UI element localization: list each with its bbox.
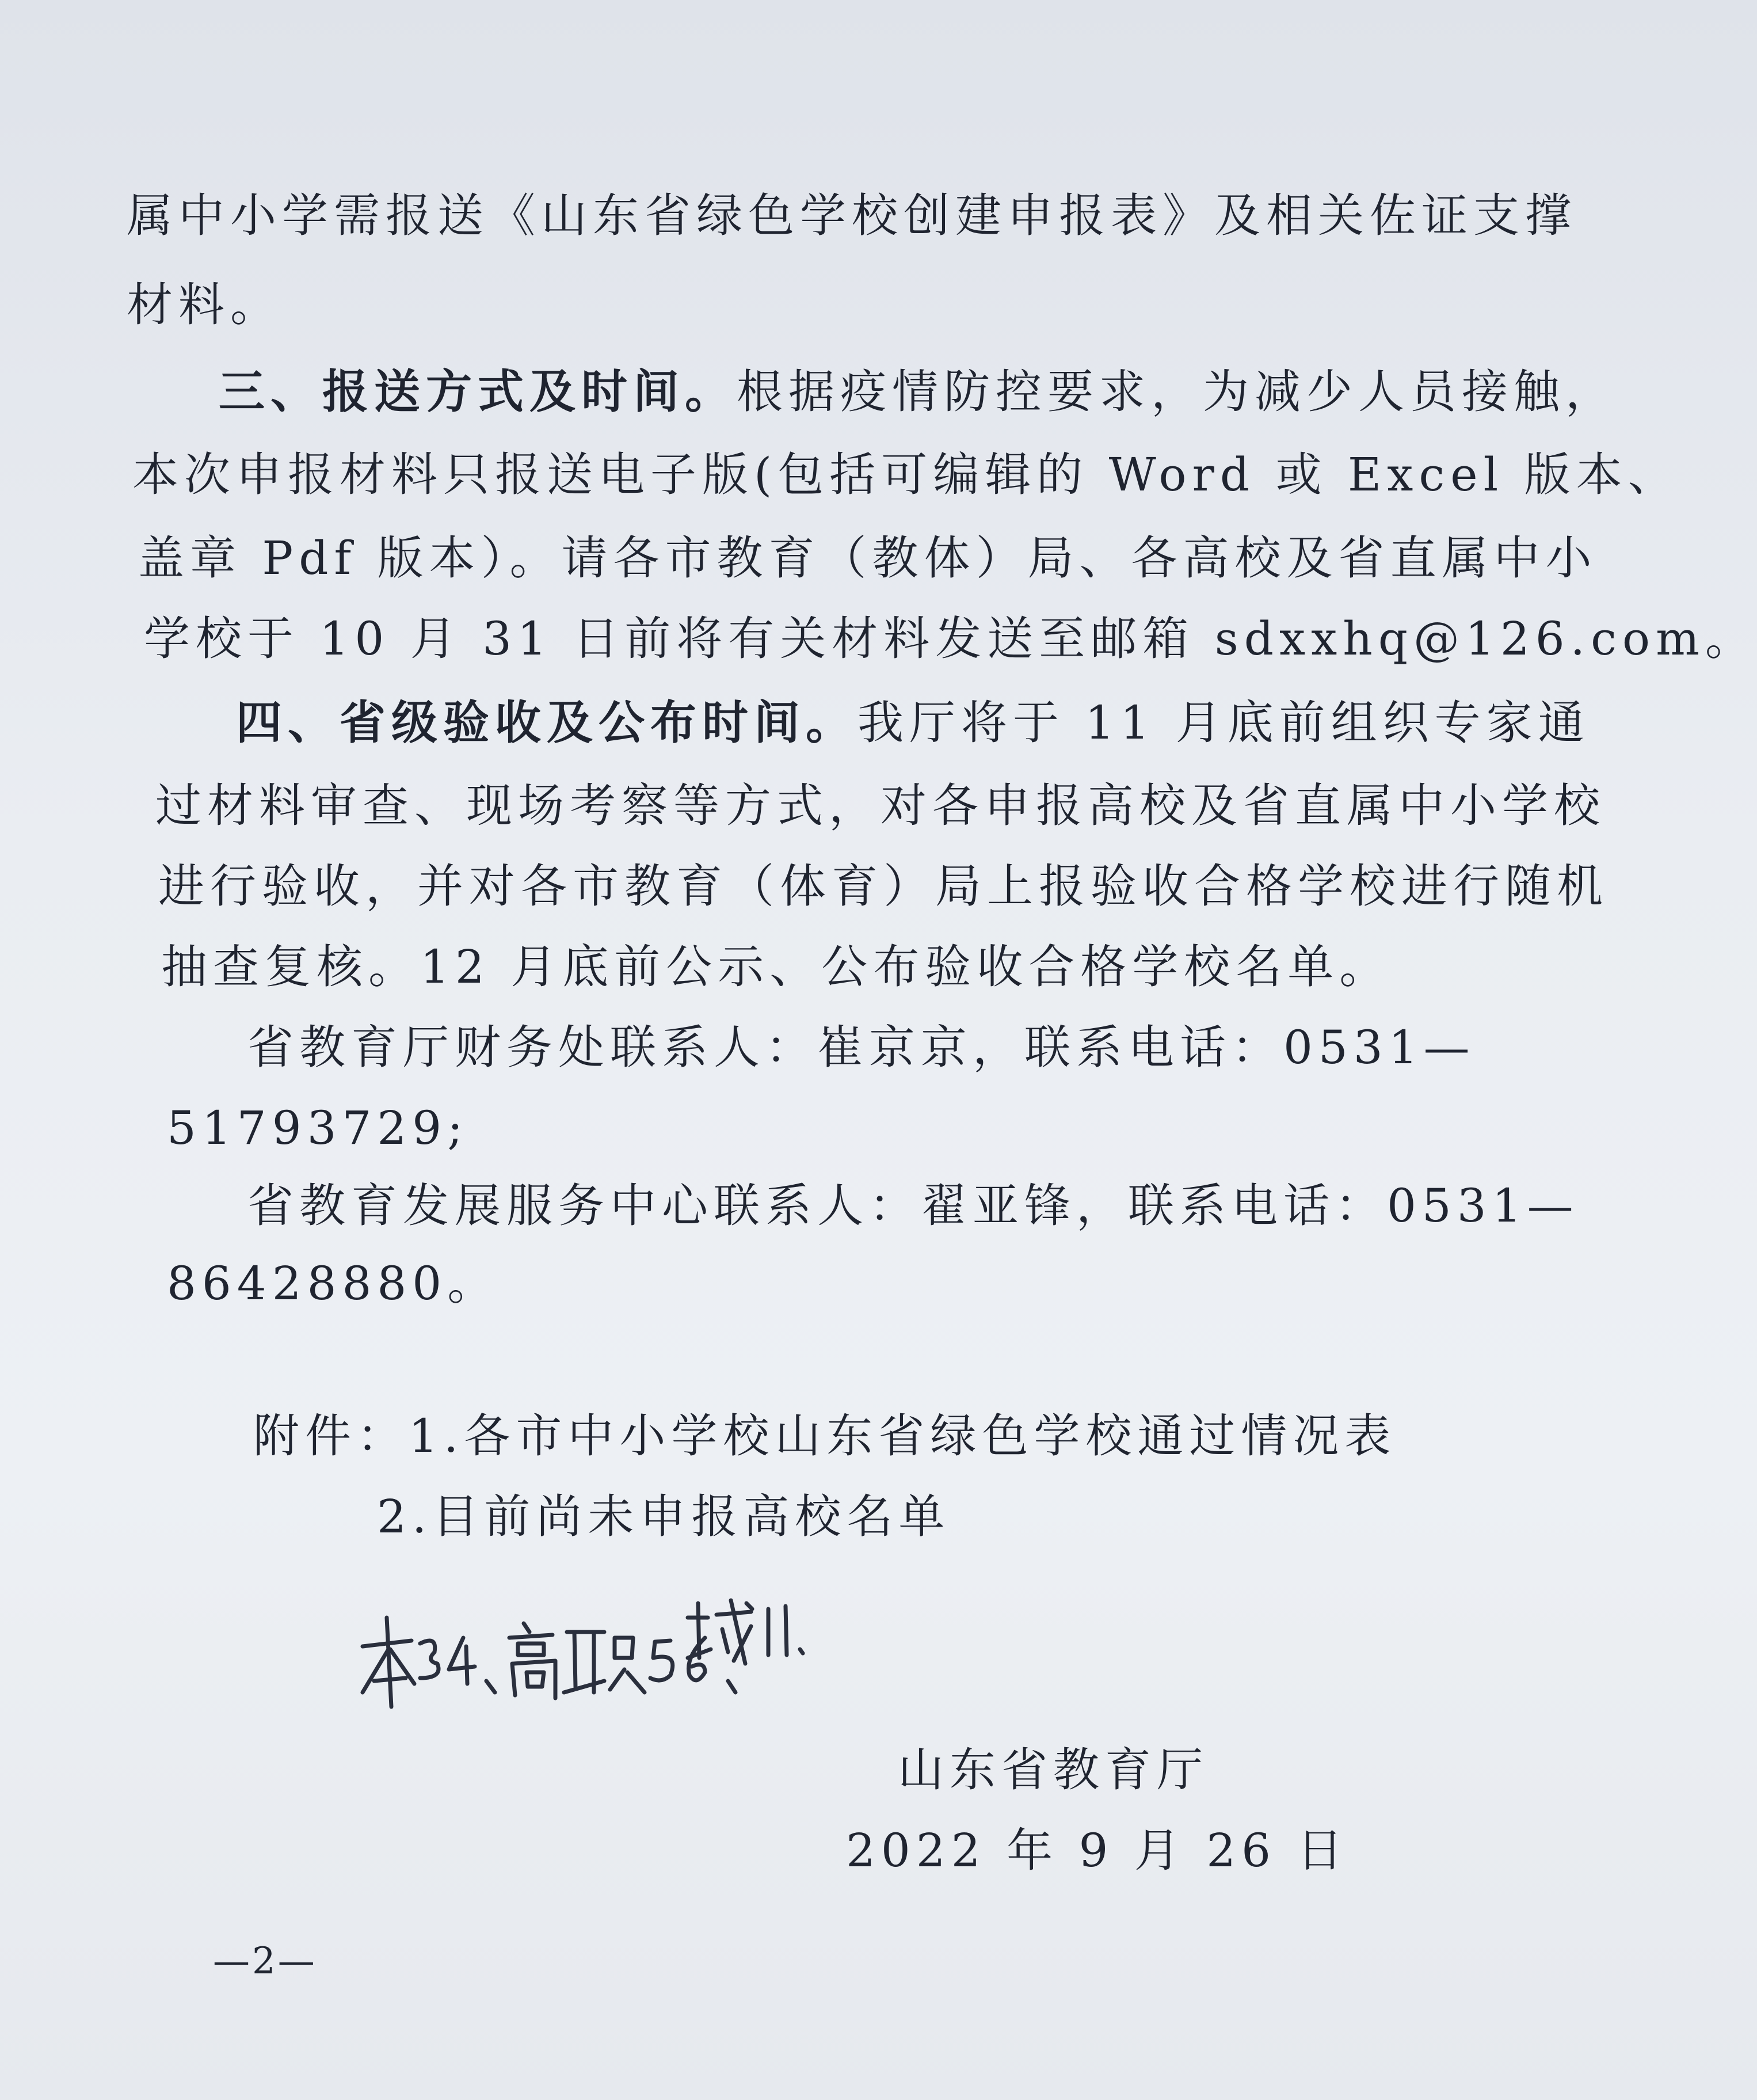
p3-line4: 抽查复核。12 月底前公示、公布验收合格学校名单。 (161, 940, 1392, 994)
contact1-line2: 51793729; (167, 1101, 469, 1155)
attachment-label: 附件： (253, 1409, 409, 1463)
attachment-item-2: 2.目前尚未申报高校名单 (377, 1490, 951, 1543)
issuer-name: 山东省教育厅 (898, 1743, 1209, 1797)
issue-date: 2022 年 9 月 26 日 (846, 1824, 1349, 1877)
p3-line1 (236, 695, 1590, 750)
attachment-line1 (253, 1409, 1397, 1463)
contact2-line2: 86428880。 (167, 1257, 500, 1310)
p1-line1: 属中小学需报送《山东省绿色学校创建申报表》及相关佐证支撑 (127, 189, 1577, 242)
p3-line2: 过材料审查、现场考察等方式，对各申报高校及省直属中小学校 (155, 779, 1606, 832)
p2-line1 (219, 364, 1617, 419)
section-heading-3: 三、报送方式及时间。 (219, 364, 737, 419)
contact1-line1: 省教育厅财务处联系人：崔京京，联系电话：0531— (247, 1021, 1476, 1074)
p2-line2: 本次申报材料只报送电子版(包括可编辑的 Word 或 Excel 版本、 (132, 448, 1680, 501)
section-heading-4: 四、省级验收及公布时间。 (236, 695, 857, 750)
p2-line1-text: 根据疫情防控要求，为减少人员接触， (737, 365, 1617, 419)
handwritten-cheng-11 (682, 1595, 814, 1669)
p3-line3: 进行验收，并对各市教育（体育）局上报验收合格学校进行随机 (158, 859, 1609, 913)
attachment-item-1: 1.各市中小学校山东省绿色学校通过情况表 (409, 1409, 1397, 1463)
p2-line4: 学校于 10 月 31 日前将有关材料发送至邮箱 sdxxhq@126.com。 (144, 612, 1757, 665)
contact2-line1: 省教育发展服务中心联系人：翟亚锋，联系电话：0531— (247, 1179, 1579, 1232)
p2-line3: 盖章 Pdf 版本）。请各市教育（教体）局、各高校及省直属中小 (138, 531, 1598, 585)
page-number: —2— (213, 1940, 317, 1983)
p1-line2: 材料。 (127, 278, 282, 332)
p3-line1-text: 我厅将于 11 月底前组织专家通 (857, 696, 1590, 750)
